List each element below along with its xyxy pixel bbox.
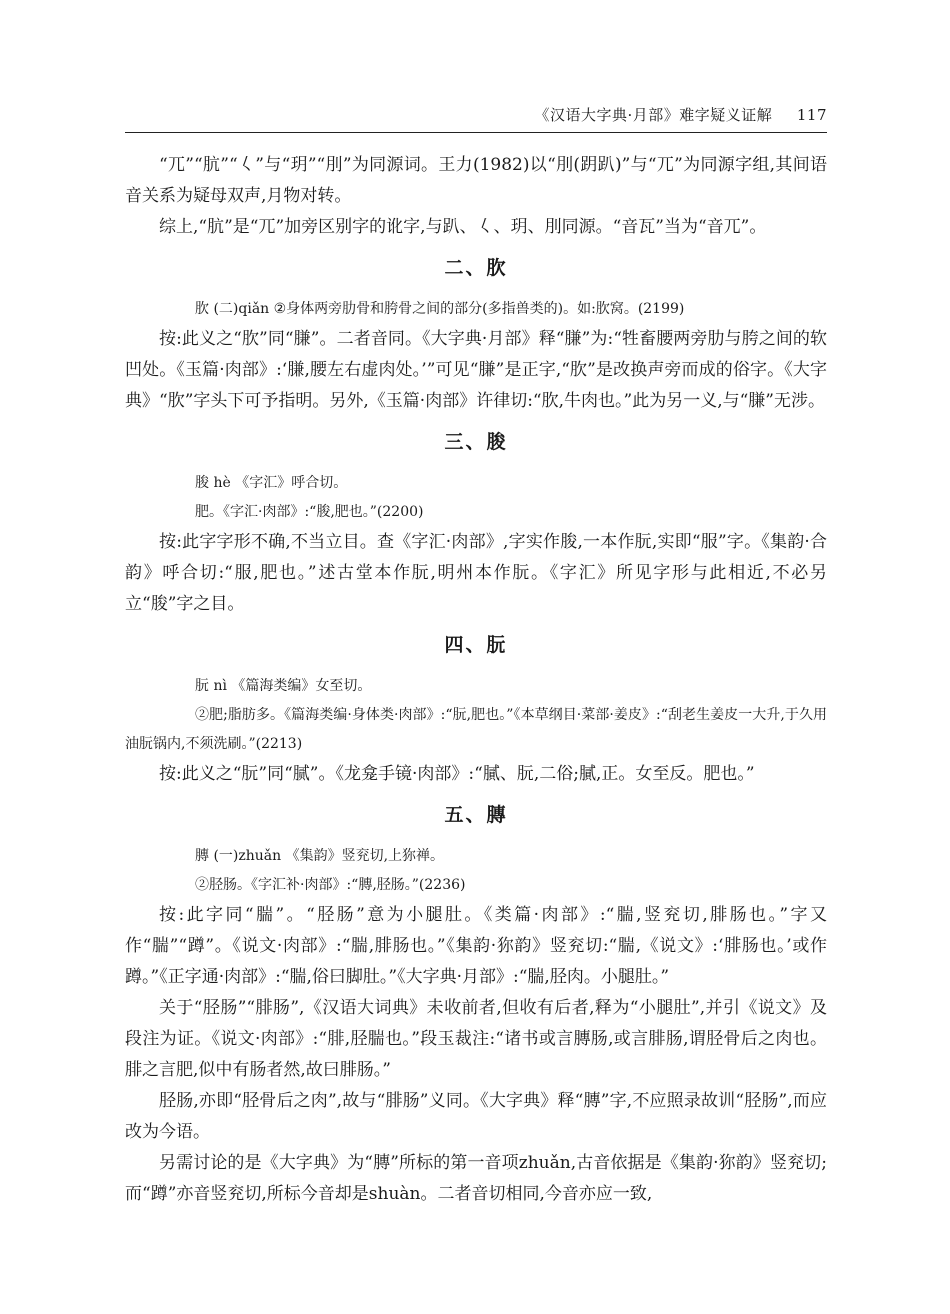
dictionary-entry-line-2: ②胫肠。《字汇补·肉部》:“膞,胫肠。”(2236) — [195, 877, 466, 893]
commentary-paragraph: 按:此义之“肷”同“膁”。二者音同。《大字典·月部》释“膁”为:“牲畜腰两旁肋与胯之间的软凹处。《玉篇·肉部》:‘膁,腰左右虚肉处。’”可见“膁”是正字,“肷”是改换声旁而成的俗字。《大字典》“肷”字头下可予指明。另外,《玉篇·肉部》许律切:“肷,牛肉也。”此为另一义,与“膁”无涉。 — [125, 329, 827, 411]
dictionary-entry: 肷 (二)qiǎn ②身体两旁肋骨和胯骨之间的部分(多指兽类的)。如:肷窝。(2199) — [195, 301, 685, 317]
dictionary-entry-line-1: 朘 hè 《字汇》呼合切。 — [195, 475, 348, 491]
page-body — [125, 150, 827, 1210]
section-heading-5: 五、膞 — [444, 804, 508, 826]
commentary-paragraph-3: 胫肠,亦即“胫骨后之肉”,故与“腓肠”义同。《大字典》释“膞”字,不应照录故训“胫肠”,而应改为今语。 — [125, 1091, 827, 1142]
section-heading-4: 四、朊 — [444, 634, 508, 656]
dictionary-entry-line-2: 肥。《字汇·肉部》:“朘,肥也。”(2200) — [195, 504, 424, 520]
page-number: 117 — [796, 106, 827, 124]
commentary-paragraph-2: 关于“胫肠”“腓肠”,《汉语大词典》未收前者,但收有后者,释为“小腿肚”,并引《说文》及段注为证。《说文·肉部》:“腓,胫腨也。”段玉裁注:“诸书或言膞肠,或言腓肠,谓胫骨后之肉也。腓之言肥,似中有肠者然,故曰腓肠。” — [125, 998, 827, 1080]
header-rule — [125, 132, 827, 133]
running-header — [125, 104, 827, 125]
header-title: 《汉语大字典·月部》难字疑义证解 — [534, 106, 773, 124]
intro-paragraph-2: 综上,“肮”是“兀”加旁区别字的讹字,与趴、𡿨、玥、刖同源。“音瓦”当为“音兀”。 — [159, 217, 767, 237]
dictionary-entry-line-2: ②肥;脂肪多。《篇海类编·身体类·肉部》:“朊,肥也。”《本草纲目·菜部·姜皮》:“刮老生姜皮一大升,于久用油朊锅内,不须洗刷。”(2213) — [125, 707, 827, 752]
section-heading-3: 三、朘 — [444, 431, 508, 453]
dictionary-entry-line-1: 朊 nì 《篇海类编》女至切。 — [195, 678, 372, 694]
dictionary-entry-line-1: 膞 (一)zhuǎn 《集韵》竖兖切,上狝禅。 — [195, 848, 445, 864]
commentary-paragraph: 按:此义之“朊”同“腻”。《龙龛手镜·肉部》:“膩、朊,二俗;膩,正。女至反。肥也。” — [159, 764, 755, 784]
commentary-paragraph-4: 另需讨论的是《大字典》为“膞”所标的第一音项zhuǎn,古音依据是《集韵·狝韵》竖兖切;而“蹲”亦音竖兖切,所标今音却是shuàn。二者音切相同,今音亦应一致, — [125, 1153, 827, 1204]
commentary-paragraph-1: 按:此字同“腨”。“胫肠”意为小腿肚。《类篇·肉部》:“腨,竖兖切,腓肠也。”字又作“腨”“蹲”。《说文·肉部》:“腨,腓肠也。”《集韵·狝韵》竖兖切:“腨,《说文》:‘腓肠也。’或作蹲。”《正字通·肉部》:“腨,俗曰脚肚。”《大字典·月部》:“腨,胫肉。小腿肚。” — [125, 905, 827, 987]
commentary-paragraph: 按:此字字形不确,不当立目。查《字汇·肉部》,字实作朘,一本作朊,实即“服”字。《集韵·合韵》呼合切:“服,肥也。”述古堂本作朊,明州本作朊。《字汇》所见字形与此相近,不必另立“朘”字之目。 — [125, 532, 827, 614]
section-heading-2: 二、肷 — [444, 257, 508, 279]
intro-paragraph-1: “兀”“肮”“𡿨”与“玥”“刖”为同源词。王力(1982)以“刖(跀趴)”与“兀”为同源字组,其间语音关系为疑母双声,月物对转。 — [125, 155, 827, 206]
